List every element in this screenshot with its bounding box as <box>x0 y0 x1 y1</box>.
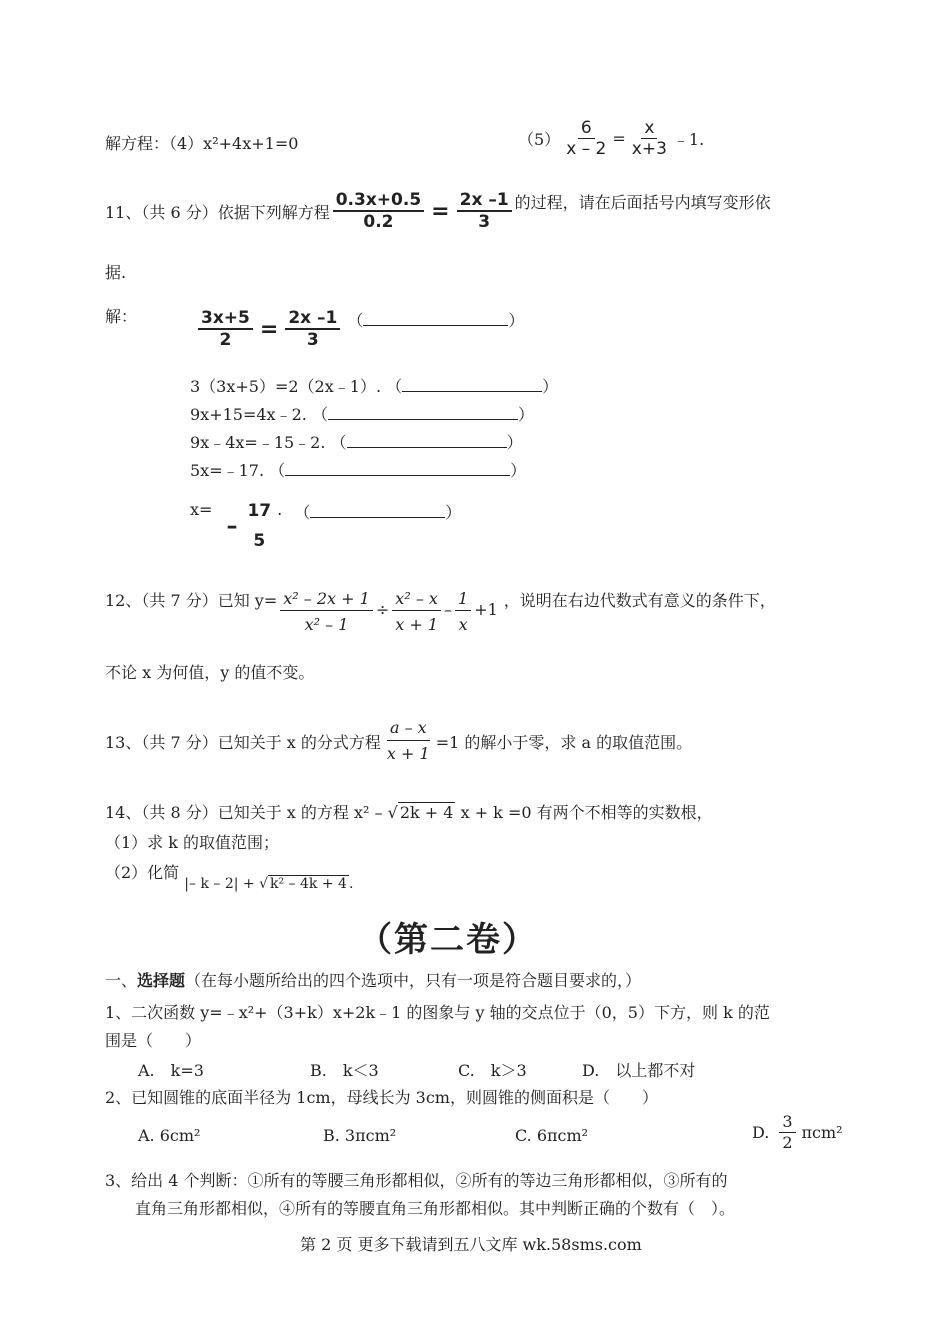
fraction-numerator: 1 <box>455 588 471 611</box>
fraction-numerator: 3 <box>779 1112 795 1133</box>
fraction-denominator: x + 1 <box>386 744 430 763</box>
q11-step6 <box>190 500 461 554</box>
fraction-denominator: 5 <box>253 531 266 551</box>
mc-header-index: 一、 <box>105 971 138 990</box>
fraction-numerator: 17 <box>247 501 272 521</box>
q13 <box>105 716 692 767</box>
q11-right-fraction <box>457 190 512 232</box>
close-paren: ） <box>506 433 523 452</box>
q14-intro-line <box>105 800 713 823</box>
fraction-numerator: 2x –1 <box>457 190 512 212</box>
close-paren: ） <box>542 377 559 396</box>
q10-part5-fraction-2 <box>629 118 670 159</box>
q11-step5 <box>190 458 526 481</box>
close-paren: ） <box>510 461 527 480</box>
fraction-denominator: 0.2 <box>363 212 394 232</box>
open-paren: （ <box>269 461 286 480</box>
q13-intro: 13、（共 7 分）已知关于 x 的分式方程 <box>105 733 381 752</box>
option-d-fraction <box>779 1112 795 1153</box>
q12-intro: 12、（共 7 分）已知 y= <box>105 591 278 610</box>
q11-intro <box>105 190 771 232</box>
answer-blank[interactable] <box>285 459 510 476</box>
equals-sign: = <box>259 316 279 342</box>
open-paren: （ <box>347 311 364 330</box>
q11-step1-reason <box>347 308 524 331</box>
fraction-denominator: 2 <box>782 1133 793 1152</box>
divide-sign: ÷ <box>375 600 390 619</box>
mc-q2-option-d[interactable] <box>752 1112 843 1153</box>
q11-step6-lhs: x= <box>190 500 213 519</box>
mc-q3-line2: 直角三角形都相似，④所有的等腰直角三角形都相似。其中判断正确的个数有（ ）。 <box>135 1199 736 1218</box>
q11-step5-text: 5x=﹣17. <box>190 461 265 480</box>
q12 <box>105 588 776 639</box>
fraction-numerator: a – x <box>387 716 430 741</box>
q12-fraction-2 <box>392 588 441 639</box>
fraction-denominator: 2 <box>219 330 232 350</box>
q12-tail: ，说明在右边代数式有意义的条件下， <box>503 591 776 610</box>
answer-blank[interactable] <box>347 431 507 448</box>
q11-intro-3: 据. <box>105 263 127 282</box>
open-paren: （ <box>294 503 311 522</box>
q14-part2-dot: . <box>348 876 354 892</box>
mc-q1-option-c[interactable]: C. k＞3 <box>458 1061 527 1080</box>
fraction-denominator: x+3 <box>631 139 667 159</box>
q12-fraction-1 <box>280 588 373 639</box>
plus-one: +1 <box>474 600 498 619</box>
answer-blank[interactable] <box>328 403 518 420</box>
fraction-denominator: 3 <box>306 330 319 350</box>
mc-q2-line: 2、已知圆锥的底面半径为 1cm，母线长为 3cm，则圆锥的侧面积是（ ） <box>105 1088 658 1107</box>
q11-step1-left-fraction <box>198 308 253 350</box>
q12-fraction-3 <box>455 588 471 639</box>
q11-step6-dot: . <box>277 500 283 519</box>
radicand: 2k + 4 <box>399 803 454 822</box>
fraction-numerator: x <box>641 118 657 139</box>
q10-part4: 解方程：（4）x²+4x+1=0 <box>105 134 299 153</box>
q13-tail: =1 的解小于零，求 a 的取值范围。 <box>435 733 693 752</box>
sqrt-icon: √ <box>387 803 398 822</box>
q14-part2 <box>105 860 354 892</box>
mc-header-title: 选择题 <box>137 971 186 990</box>
open-paren: （ <box>330 433 347 452</box>
abs-expr: |– k – 2| + <box>184 876 255 892</box>
fraction-denominator: x – 2 <box>566 139 607 159</box>
q11-step6-reason <box>294 500 461 523</box>
option-d-label: D. <box>752 1123 770 1142</box>
radicand: k² – 4k + 4 <box>270 876 347 892</box>
close-paren: ） <box>517 405 534 424</box>
volume-2-title: （第二卷） <box>358 920 538 960</box>
q11-step2-text: 3（3x+5）=2（2x﹣1）. <box>190 377 382 396</box>
q10-part5-tail: ﹣1. <box>672 130 705 149</box>
open-paren: （ <box>311 405 328 424</box>
fraction-denominator: 3 <box>478 212 491 232</box>
q14-part2-label: （2）化简 <box>105 863 180 882</box>
mc-q1-option-d[interactable]: D. 以上都不对 <box>582 1061 696 1080</box>
fraction-numerator: x² – 2x + 1 <box>280 588 373 611</box>
mc-q2-option-b[interactable]: B. 3πcm² <box>323 1126 397 1145</box>
q14-part1: （1）求 k 的取值范围； <box>105 833 280 852</box>
answer-blank[interactable] <box>402 375 542 392</box>
q11-step2 <box>190 374 558 397</box>
option-d-tail: πcm² <box>801 1123 843 1142</box>
q11-left-fraction <box>333 190 424 232</box>
fraction-numerator: 3x+5 <box>198 308 253 330</box>
mc-q3-line1: 3、给出 4 个判断：①所有的等腰三角形都相似，②所有的等边三角形都相似，③所有的 <box>105 1171 728 1190</box>
open-paren: （ <box>386 377 403 396</box>
mc-q1-line1: 1、二次函数 y=﹣x²+（3+k）x+2k﹣1 的图象与 y 轴的交点位于（0，5）下方，则 k 的范 <box>105 1003 770 1022</box>
q12-line2: 不论 x 为何值，y 的值不变。 <box>105 663 315 682</box>
answer-blank[interactable] <box>363 309 508 326</box>
q11-step3 <box>190 402 534 425</box>
mc-header-note: （在每小题所给出的四个选项中，只有一项是符合题目要求的，） <box>185 971 642 990</box>
q11-step3-text: 9x+15=4x﹣2. <box>190 405 307 424</box>
q11-step1 <box>195 308 524 350</box>
mc-q1-option-b[interactable]: B. k＜3 <box>310 1061 379 1080</box>
q14-equation-b: x + k =0 <box>460 803 532 822</box>
close-paren: ） <box>508 311 525 330</box>
q14-sqrt <box>388 802 456 822</box>
mc-q1-line2: 围是（ ） <box>105 1031 202 1050</box>
fraction-numerator: x² – x <box>392 588 441 611</box>
minus-sign: – <box>226 514 238 539</box>
answer-blank[interactable] <box>310 501 445 518</box>
equals-sign: = <box>612 129 626 148</box>
fraction-denominator: x + 1 <box>395 615 439 634</box>
mc-q1-option-a[interactable]: A. k=3 <box>138 1061 204 1080</box>
mc-q2-option-c[interactable]: C. 6πcm² <box>515 1126 589 1145</box>
q14-tail: 有两个不相等的实数根， <box>536 803 713 822</box>
fraction-numerator: 2x –1 <box>285 308 340 330</box>
q11-step4 <box>190 430 523 453</box>
q10-part5 <box>518 118 704 159</box>
q10-part5-fraction-1 <box>563 118 609 159</box>
mc-q2-option-a[interactable]: A. 6cm² <box>138 1126 201 1145</box>
q14-intro: 14、（共 8 分）已知关于 x 的方程 <box>105 803 349 822</box>
q10-part5-label: （5） <box>518 130 561 149</box>
page-footer: 第 2 页 更多下载请到五八文库 wk.58sms.com <box>300 1235 642 1254</box>
minus-sign: – <box>444 600 453 619</box>
q11-step6-fraction <box>244 500 274 554</box>
fraction-denominator: x <box>458 615 468 634</box>
close-paren: ） <box>445 503 462 522</box>
sqrt-icon: √ <box>259 876 269 892</box>
q11-intro-text-2: 的过程，请在后面括号内填写变形依 <box>514 193 771 212</box>
q14-equation-a: x² – <box>354 803 383 822</box>
mc-header <box>105 968 641 991</box>
fraction-numerator: 6 <box>578 118 595 139</box>
q11-step1-right-fraction <box>285 308 340 350</box>
q14-part2-sqrt <box>259 875 349 892</box>
fraction-numerator: 0.3x+0.5 <box>333 190 424 212</box>
q11-step4-text: 9x﹣4x=﹣15﹣2. <box>190 433 326 452</box>
fraction-denominator: x² – 1 <box>304 615 349 634</box>
q11-solve-label: 解： <box>105 307 138 326</box>
q13-fraction <box>384 716 433 767</box>
q14-part2-expr <box>184 876 353 892</box>
q11-intro-text: 11、（共 6 分）依据下列解方程 <box>105 202 330 222</box>
equals-sign: = <box>431 198 450 224</box>
